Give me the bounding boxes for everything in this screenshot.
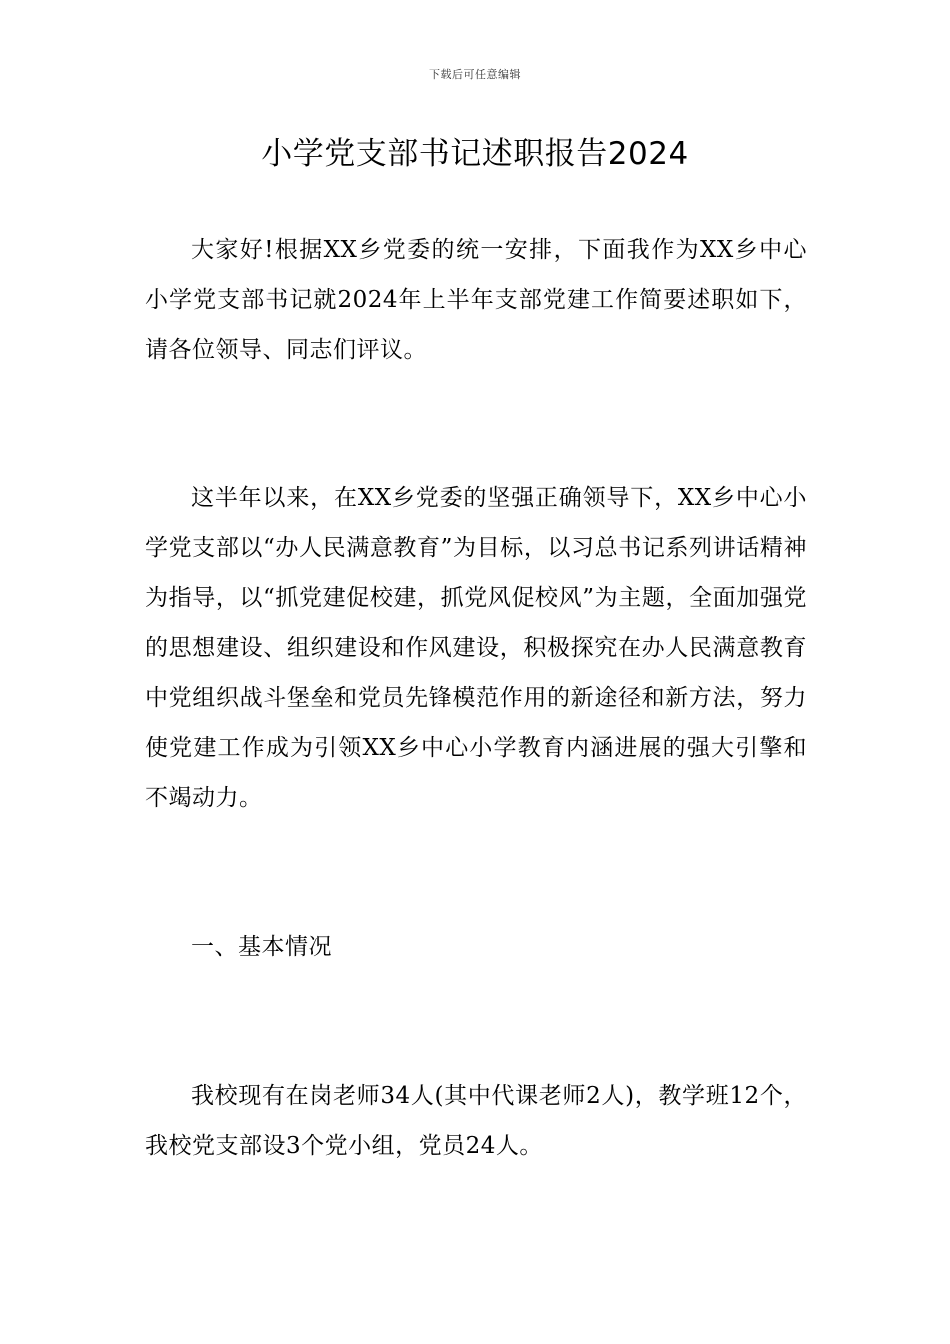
paragraph-intro: 大家好!根据XX乡党委的统一安排，下面我作为XX乡中心小学党支部书记就2024年上半年支部党建工作简要述职如下，请各位领导、同志们评议。	[145, 237, 807, 363]
section-heading: 一、基本情况	[191, 934, 332, 960]
document-title: 小学党支部书记述职报告2024	[261, 136, 689, 172]
paragraph-overview: 这半年以来，在XX乡党委的坚强正确领导下，XX乡中心小学党支部以“办人民满意教育”为目标，以习总书记系列讲话精神为指导，以“抓党建促校建，抓党风促校风”为主题，全面加强党的思想建设、组织建设和作风建设，积极探究在办人民满意教育中党组织战斗堡垒和党员先锋模范作用的新途径和新方法，努力使党建工作成为引领XX乡中心小学教育内涵进展的强大引擎和不竭动力。	[145, 485, 807, 811]
header-note: 下载后可任意编辑	[429, 68, 521, 81]
paragraph-basic-info: 我校现有在岗老师34人(其中代课老师2人)，教学班12个，我校党支部设3个党小组，党员24人。	[145, 1083, 807, 1159]
